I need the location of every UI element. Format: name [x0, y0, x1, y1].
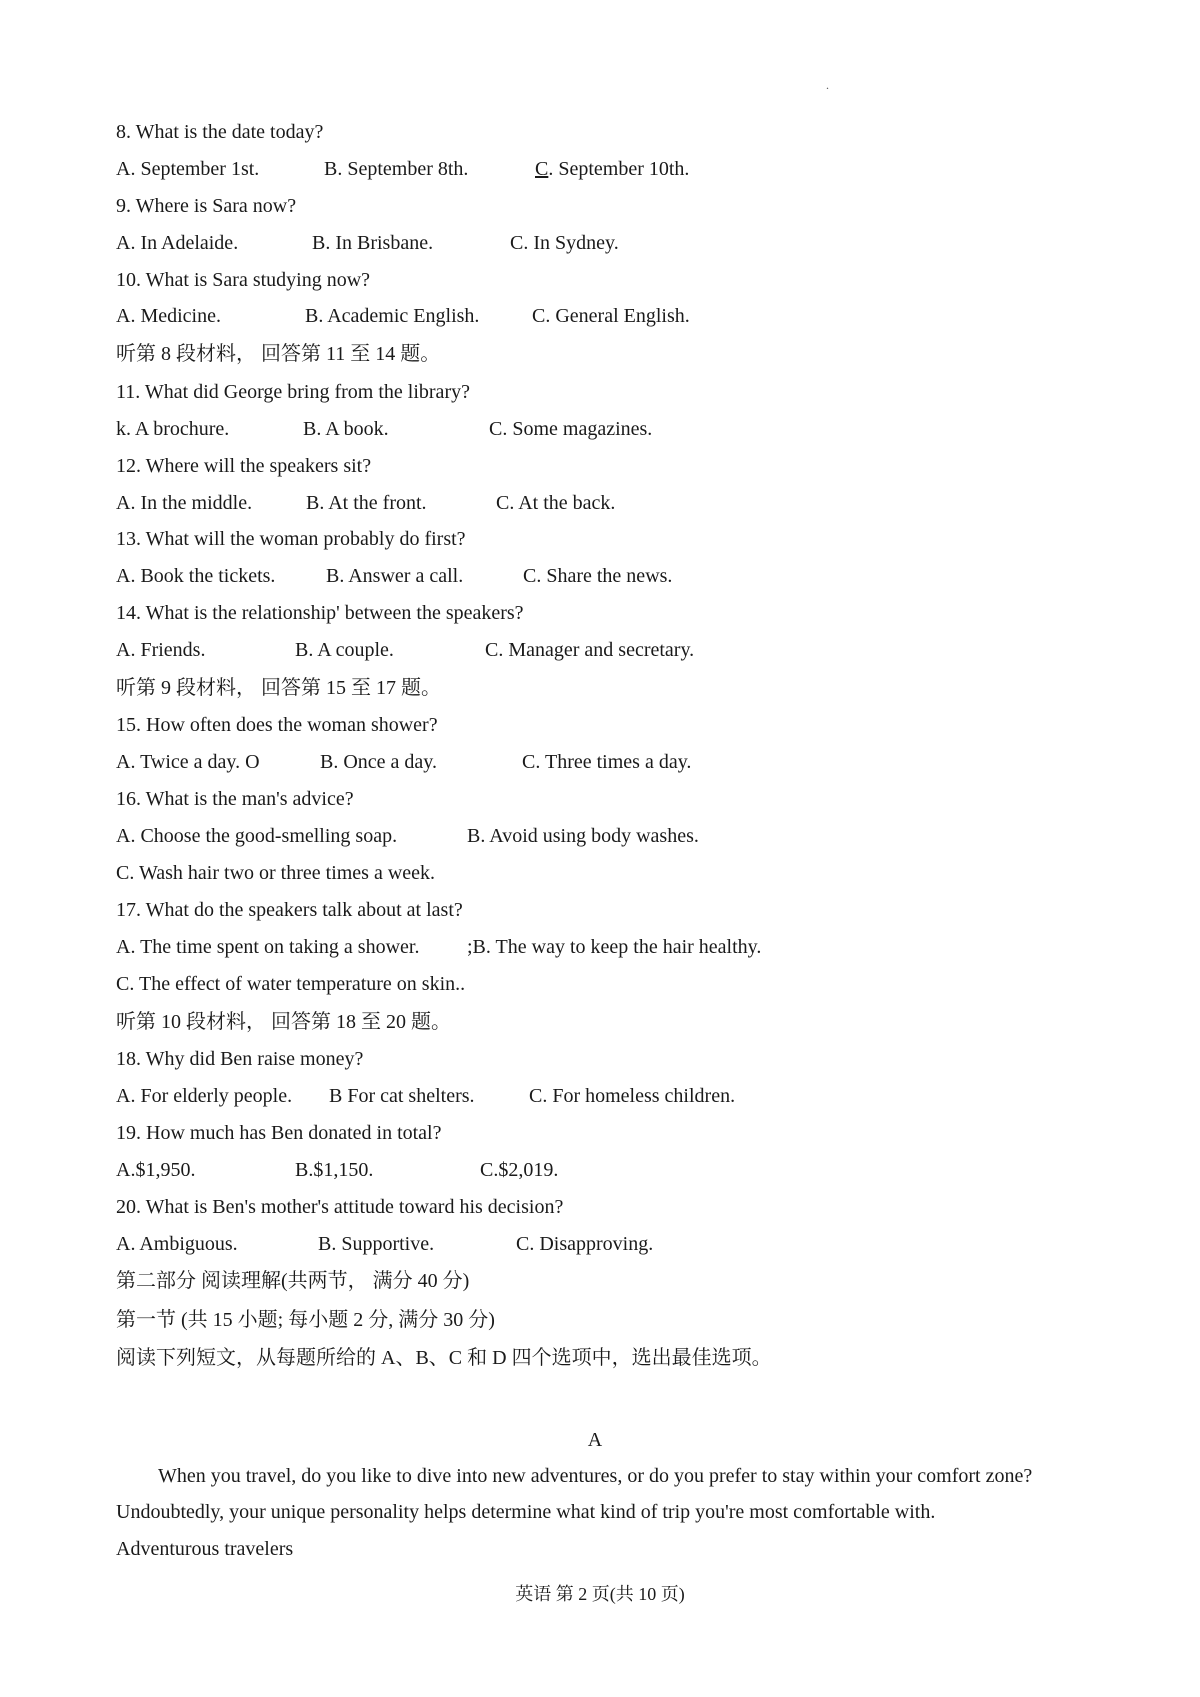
section-10-instruction: 听第 10 段材料， 回答第 18 至 20 题。 [116, 1010, 451, 1033]
options-8 [116, 151, 1096, 188]
option-20b: B. Supportive. [318, 1232, 435, 1255]
options-14 [116, 632, 1096, 669]
question-8: 8. What is the date today? [116, 121, 324, 143]
option-9a: A. In Adelaide. [116, 231, 239, 254]
options-15 [116, 744, 1096, 781]
option-19b: B.$1,150. [295, 1158, 374, 1181]
option-16a: A. Choose the good-smelling soap. [116, 825, 398, 848]
option-13c: C. Share the news. [523, 565, 673, 588]
question-16: 16. What is the man's advice? [116, 788, 354, 811]
option-14c: C. Manager and secretary. [485, 639, 695, 662]
part-2-heading: 第二部分 阅读理解(共两节， 满分 40 分) [116, 1270, 470, 1293]
passage-paragraph-1: When you travel, do you like to dive into new adventures, or do you prefer to stay within your comfort zone? Undoubtedly, your unique personality helps determine what kind of trip you're most comfortable with. [116, 1464, 1033, 1524]
question-12: 12. Where will the speakers sit? [116, 454, 372, 477]
option-14b: B. A couple. [295, 639, 394, 662]
options-13 [116, 558, 1096, 595]
question-14: 14. What is the relationship' between the speakers? [116, 602, 524, 625]
option-18b: B For cat shelters. [329, 1084, 475, 1107]
option-18c: C. For homeless children. [529, 1084, 736, 1107]
option-8a: A. September 1st. [116, 157, 260, 180]
top-mark: . [826, 78, 829, 92]
option-11b: B. A book. [303, 417, 389, 440]
question-17: 17. What do the speakers talk about at last? [116, 898, 463, 921]
options-16 [116, 818, 1096, 855]
question-20: 20. What is Ben's mother's attitude toward his decision? [116, 1195, 564, 1218]
option-19c: C.$2,019. [480, 1158, 559, 1181]
option-13b: B. Answer a call. [326, 565, 464, 588]
option-11c: C. Some magazines. [489, 417, 653, 440]
options-10 [116, 298, 1096, 335]
option-8c-letter: C [535, 157, 549, 180]
options-9 [116, 225, 1096, 262]
option-13a: A. Book the tickets. [116, 565, 276, 588]
option-18a: A. For elderly people. [116, 1084, 293, 1107]
option-20a: A. Ambiguous. [116, 1232, 238, 1255]
options-12 [116, 485, 1096, 522]
option-17b: ;B. The way to keep the hair healthy. [467, 935, 762, 958]
passage-subheading: Adventurous travelers [116, 1537, 294, 1560]
question-9: 9. Where is Sara now? [116, 194, 297, 217]
question-13: 13. What will the woman probably do first? [116, 528, 466, 551]
option-19a: A.$1,950. [116, 1158, 196, 1181]
option-20c: C. Disapproving. [516, 1232, 654, 1255]
options-20 [116, 1226, 1096, 1263]
option-8c-text: . September 10th. [548, 157, 690, 180]
option-12a: A. In the middle. [116, 491, 253, 514]
question-19: 19. How much has Ben donated in total? [116, 1121, 442, 1144]
option-12c: C. At the back. [496, 491, 616, 514]
option-8b: B. September 8th. [324, 157, 469, 180]
options-19 [116, 1152, 1096, 1189]
part-2-instruction: 阅读下列短文，从每题所给的 A、B、C 和 D 四个选项中，选出最佳选项。 [116, 1347, 772, 1370]
option-15b: B. Once a day. [320, 751, 437, 774]
option-16b: B. Avoid using body washes. [467, 825, 699, 848]
option-8c [535, 151, 689, 188]
option-15a: A. Twice a day. O [116, 751, 260, 774]
part-2-section-1: 第一节 (共 15 小题; 每小题 2 分, 满分 30 分) [116, 1308, 495, 1331]
passage-label: A [587, 1428, 603, 1451]
options-18 [116, 1078, 1096, 1115]
page-footer: 英语 第 2 页(共 10 页) [515, 1584, 685, 1604]
option-17c: C. The effect of water temperature on skin.. [116, 972, 466, 995]
option-11a: k. A brochure. [116, 417, 230, 440]
question-10: 10. What is Sara studying now? [116, 268, 371, 291]
option-15c: C. Three times a day. [522, 751, 692, 774]
option-12b: B. At the front. [306, 491, 427, 514]
option-16c: C. Wash hair two or three times a week. [116, 862, 436, 885]
option-10a: A. Medicine. [116, 305, 221, 328]
section-8-instruction: 听第 8 段材料， 回答第 11 至 14 题。 [116, 343, 441, 366]
option-10b: B. Academic English. [305, 305, 480, 328]
option-9c: C. In Sydney. [510, 231, 619, 254]
question-11: 11. What did George bring from the library? [116, 380, 470, 403]
option-9b: B. In Brisbane. [312, 231, 434, 254]
option-10c: C. General English. [532, 305, 690, 328]
options-11 [116, 411, 1096, 448]
page-content [116, 114, 1096, 1567]
option-14a: A. Friends. [116, 639, 206, 662]
option-17a: A. The time spent on taking a shower. [116, 935, 420, 958]
options-17 [116, 929, 1096, 966]
question-15: 15. How often does the woman shower? [116, 714, 438, 737]
question-18: 18. Why did Ben raise money? [116, 1048, 364, 1071]
section-9-instruction: 听第 9 段材料， 回答第 15 至 17 题。 [116, 676, 441, 699]
